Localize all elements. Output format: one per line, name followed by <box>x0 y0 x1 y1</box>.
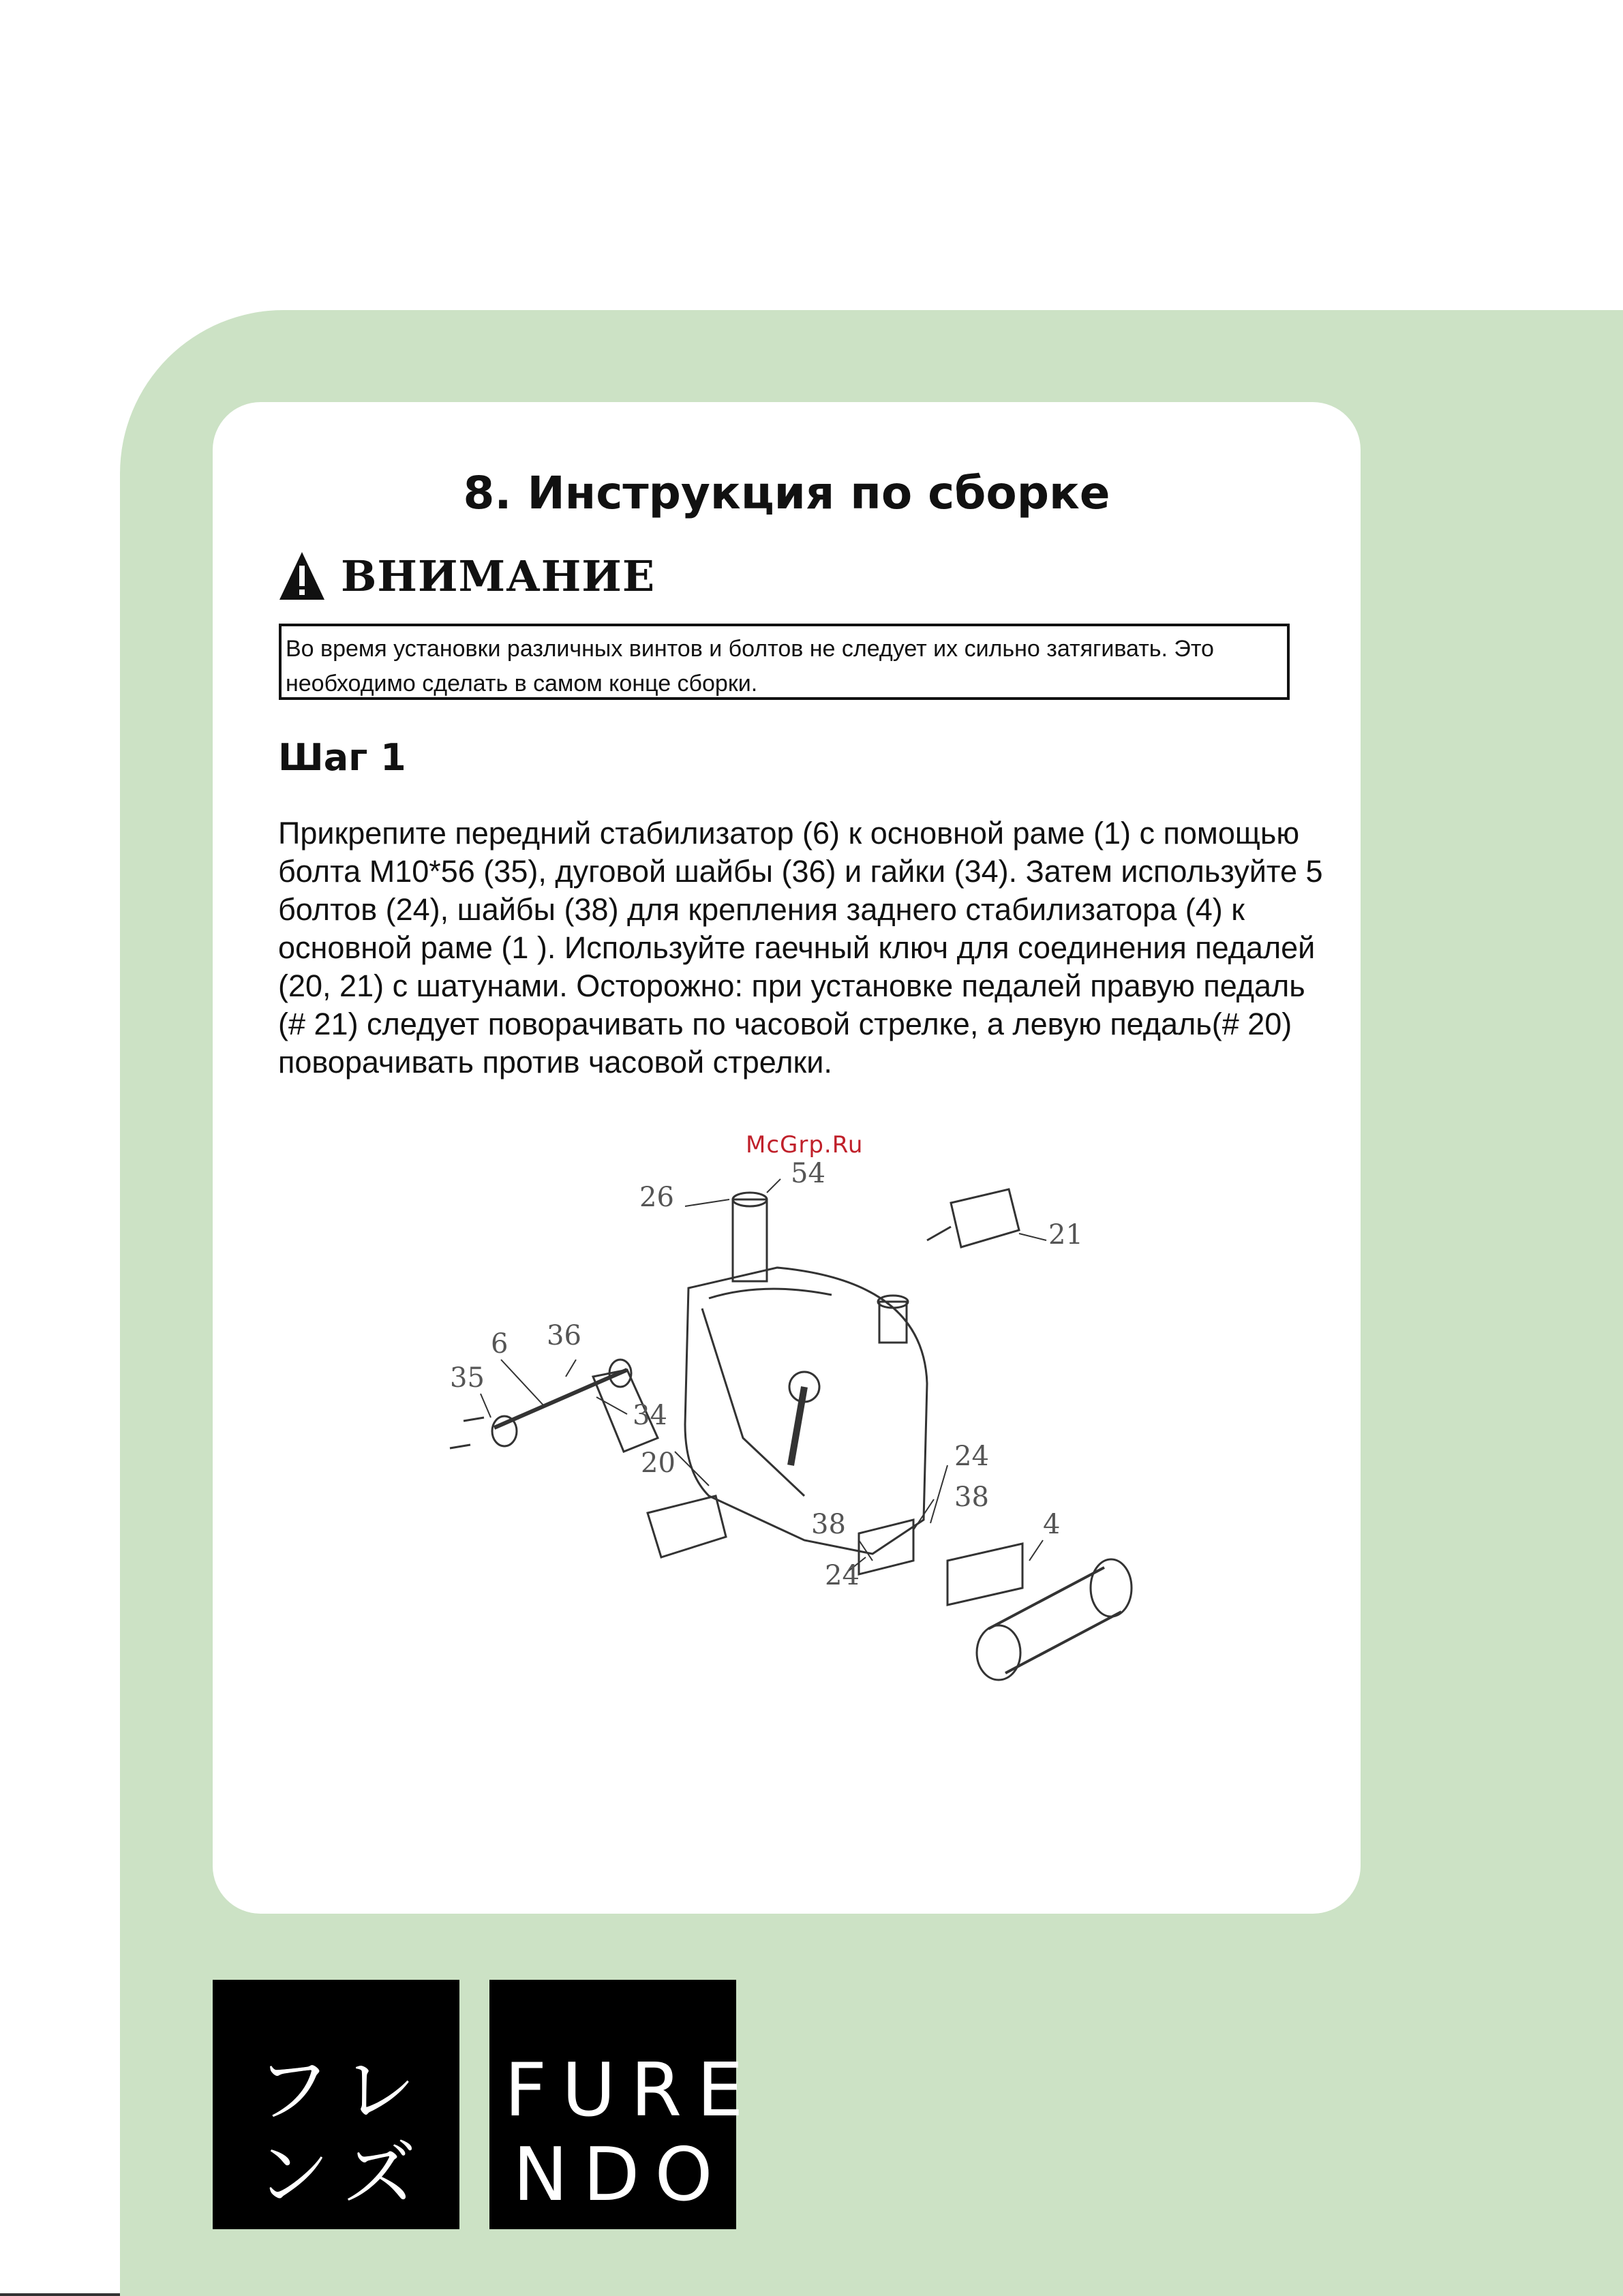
leader-54 <box>767 1179 780 1193</box>
diagram-label-20: 20 <box>641 1448 676 1479</box>
leader-6 <box>501 1360 545 1407</box>
logo-en-line-1: FURE <box>504 2048 759 2133</box>
diagram-label-6: 6 <box>491 1328 509 1360</box>
main-frame <box>685 1268 927 1554</box>
front-stabilizer <box>494 1370 627 1428</box>
seat-post <box>733 1199 767 1281</box>
rear-end-cap-right <box>1091 1559 1132 1617</box>
frame-inner-line <box>709 1289 832 1298</box>
leader-21 <box>1019 1234 1046 1240</box>
diagram-label-26: 26 <box>639 1182 674 1213</box>
rear-stabilizer-mount <box>947 1544 1022 1605</box>
diagram-label-36: 36 <box>547 1320 581 1351</box>
diagram-label-4: 4 <box>1043 1509 1061 1540</box>
leader-35 <box>481 1394 491 1418</box>
page-edge-line <box>0 2293 120 2296</box>
diagram-label-38b: 38 <box>811 1509 846 1540</box>
rear-stabilizer-tube-top <box>988 1567 1104 1629</box>
diagram-label-54: 54 <box>791 1158 825 1189</box>
warning-note: Во время установки различных винтов и болтов не следует их сильно затягивать. Это необходимо сделать в самом конце сборки. <box>279 624 1290 700</box>
leader-26 <box>685 1199 729 1206</box>
warning-header <box>278 549 655 603</box>
pedal-right <box>951 1189 1019 1247</box>
step-title: Шаг 1 <box>278 736 406 779</box>
step-text: Прикрепите передний стабилизатор (6) к основной раме (1) с помощью болта M10*56 (35), дуговой шайбы (36) и гайки (34). Затем используйте 5 болтов (24), шайбы (38) для крепления заднего стабилизатора (4) к основной раме (1 ). Используйте гаечный ключ для соединения педалей (20, 21) с шатунами. Осторожно: при установке педалей правую педаль (# 21) следует поворачивать по часовой стрелке, а левую педаль(# 20) поворачивать против часовой стрелки. <box>278 816 1323 1080</box>
diagram-label-35: 35 <box>450 1362 485 1394</box>
bolt-35a <box>464 1418 484 1421</box>
diagram-label-21: 21 <box>1048 1219 1083 1251</box>
diagram-label-34: 34 <box>633 1400 667 1431</box>
logo-jp-line-2: ンズ <box>256 2132 431 2218</box>
rear-mount <box>859 1520 913 1574</box>
watermark: McGrp.Ru <box>746 1131 864 1159</box>
section-title: 8. Инструкция по сборке <box>463 467 1110 519</box>
warning-label: ВНИМАНИЕ <box>341 551 656 601</box>
logo-en-line-2: NDO <box>513 2132 728 2218</box>
frame-edge <box>702 1308 804 1496</box>
leader-36 <box>566 1360 576 1377</box>
rear-stabilizer-tube-bottom <box>1005 1612 1121 1673</box>
bolt-35b <box>450 1445 470 1448</box>
logo-jp-line-1: フレ <box>256 2048 431 2133</box>
front-wheel-left <box>492 1416 517 1446</box>
warning-triangle-icon <box>278 551 326 601</box>
diagram-label-24b: 24 <box>825 1560 860 1591</box>
leader-4 <box>1029 1540 1043 1561</box>
diagram-label-38a: 38 <box>954 1482 989 1513</box>
pedal-left <box>648 1496 726 1557</box>
leader-24a <box>930 1465 947 1523</box>
leader-20 <box>675 1452 709 1486</box>
logo-latin <box>489 1980 759 2229</box>
pedal-right-axle <box>927 1227 951 1240</box>
crank-arm <box>791 1387 804 1465</box>
logo-japanese <box>213 1980 459 2229</box>
leader-34 <box>596 1397 627 1414</box>
diagram-label-24a: 24 <box>954 1441 989 1472</box>
rear-end-cap-left <box>977 1625 1020 1680</box>
assembly-diagram <box>423 1152 1138 1697</box>
